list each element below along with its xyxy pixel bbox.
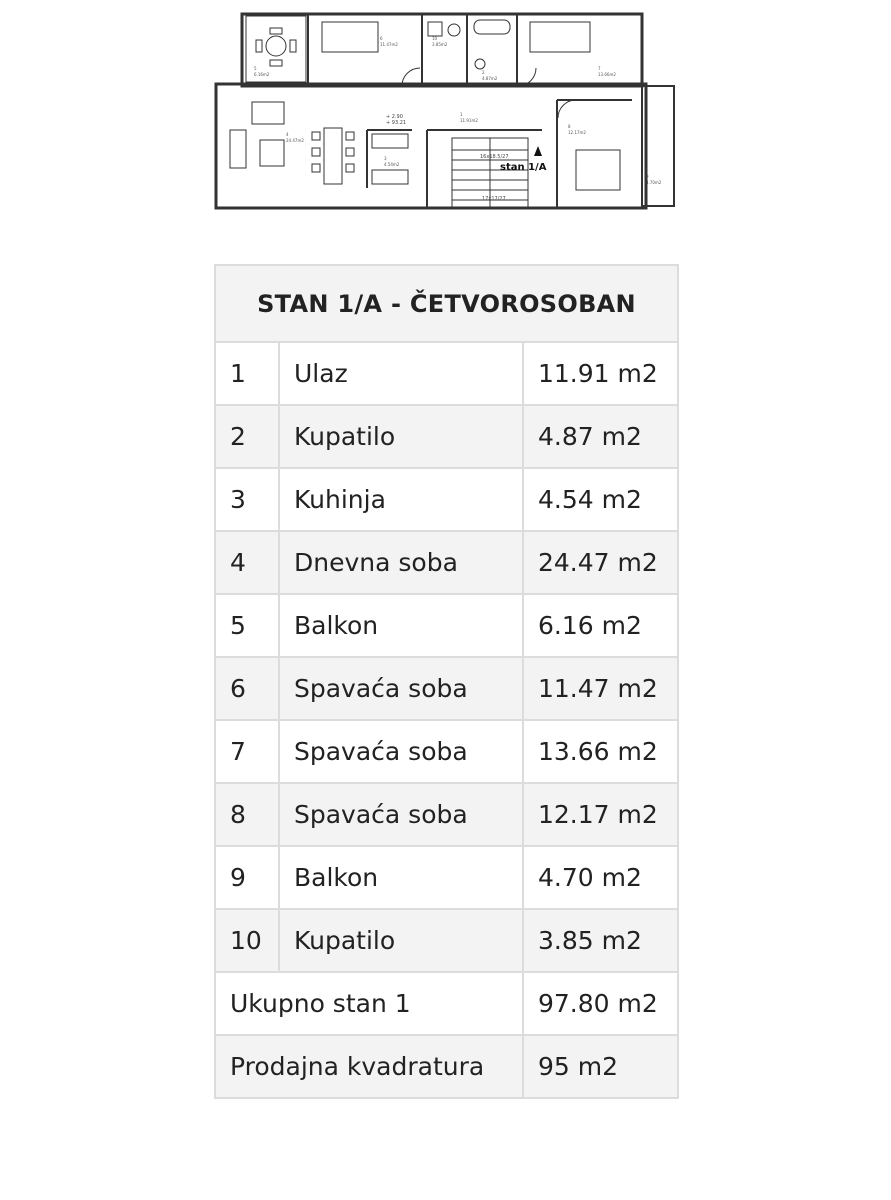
table-row [215, 531, 678, 594]
room-area: 11.91 m2 [523, 342, 678, 405]
row-number: 10 [215, 909, 279, 972]
room-label-9-area: 4.70m2 [646, 180, 662, 185]
room-label-2-area: 4.87m2 [482, 76, 498, 81]
table-row [215, 909, 678, 972]
room-name: Ulaz [279, 342, 523, 405]
apartment-area-table [214, 264, 679, 1099]
row-number: 7 [215, 720, 279, 783]
row-number: 4 [215, 531, 279, 594]
room-label-6-area: 11.47m2 [380, 42, 398, 47]
floor-plan-drawing [212, 10, 680, 216]
room-label-1-id: 1 [460, 112, 463, 117]
room-area: 24.47 m2 [523, 531, 678, 594]
room-area: 11.47 m2 [523, 657, 678, 720]
room-area: 4.70 m2 [523, 846, 678, 909]
table-row [215, 594, 678, 657]
room-label-5-area: 6.16m2 [254, 72, 270, 77]
room-name: Balkon [279, 846, 523, 909]
stair-label-up: 16x18.5/27 [480, 154, 509, 160]
table-row [215, 783, 678, 846]
room-name: Spavaća soba [279, 783, 523, 846]
room-name: Spavaća soba [279, 657, 523, 720]
total-area: 97.80 m2 [523, 972, 678, 1035]
room-label-3-area: 4.54m2 [384, 162, 400, 167]
table-row [215, 405, 678, 468]
room-label-2-id: 2 [482, 70, 485, 75]
plan-label: stan 1/A [500, 162, 547, 173]
total-label: Ukupno stan 1 [215, 972, 523, 1035]
row-number: 9 [215, 846, 279, 909]
sale-area-value: 95 m2 [523, 1035, 678, 1098]
room-label-1-area: 11.91m2 [460, 118, 478, 123]
room-name: Kupatilo [279, 909, 523, 972]
room-label-9-id: 9 [646, 174, 649, 179]
sale-area-row [215, 1035, 678, 1098]
room-area: 4.54 m2 [523, 468, 678, 531]
row-number: 1 [215, 342, 279, 405]
room-area: 3.85 m2 [523, 909, 678, 972]
room-area: 12.17 m2 [523, 783, 678, 846]
level-mark-2: + 93.21 [386, 120, 407, 126]
room-label-4-id: 4 [286, 132, 289, 137]
row-number: 8 [215, 783, 279, 846]
total-row [215, 972, 678, 1035]
table-title: STAN 1/A - ČETVOROSOBAN [215, 265, 678, 342]
room-label-3-id: 3 [384, 156, 387, 161]
room-name: Balkon [279, 594, 523, 657]
room-label-5-id: 5 [254, 66, 257, 71]
sale-area-label: Prodajna kvadratura [215, 1035, 523, 1098]
room-area: 13.66 m2 [523, 720, 678, 783]
stair-label-down: 17x17/27 [482, 196, 506, 202]
room-name: Dnevna soba [279, 531, 523, 594]
room-name: Kuhinja [279, 468, 523, 531]
room-label-10-area: 3.85m2 [432, 42, 448, 47]
room-label-7-id: 7 [598, 66, 601, 71]
row-number: 3 [215, 468, 279, 531]
room-area: 4.87 m2 [523, 405, 678, 468]
room-label-4-area: 24.47m2 [286, 138, 304, 143]
room-label-10-id: 10 [432, 36, 438, 41]
table-row [215, 657, 678, 720]
room-label-6-id: 6 [380, 36, 383, 41]
lower-wall-block [216, 84, 646, 208]
row-number: 5 [215, 594, 279, 657]
level-mark-1: + 2.90 [386, 114, 403, 120]
room-label-7-area: 13.66m2 [598, 72, 616, 77]
room-label-8-area: 12.17m2 [568, 130, 586, 135]
row-number: 6 [215, 657, 279, 720]
table-row [215, 342, 678, 405]
table-header-row [215, 265, 678, 342]
room-area: 6.16 m2 [523, 594, 678, 657]
room-name: Spavaća soba [279, 720, 523, 783]
entrance-arrow-icon [534, 146, 542, 156]
table-row [215, 720, 678, 783]
table-row [215, 468, 678, 531]
row-number: 2 [215, 405, 279, 468]
floor-plan [212, 10, 680, 216]
room-label-8-id: 8 [568, 124, 571, 129]
room-name: Kupatilo [279, 405, 523, 468]
table-row [215, 846, 678, 909]
